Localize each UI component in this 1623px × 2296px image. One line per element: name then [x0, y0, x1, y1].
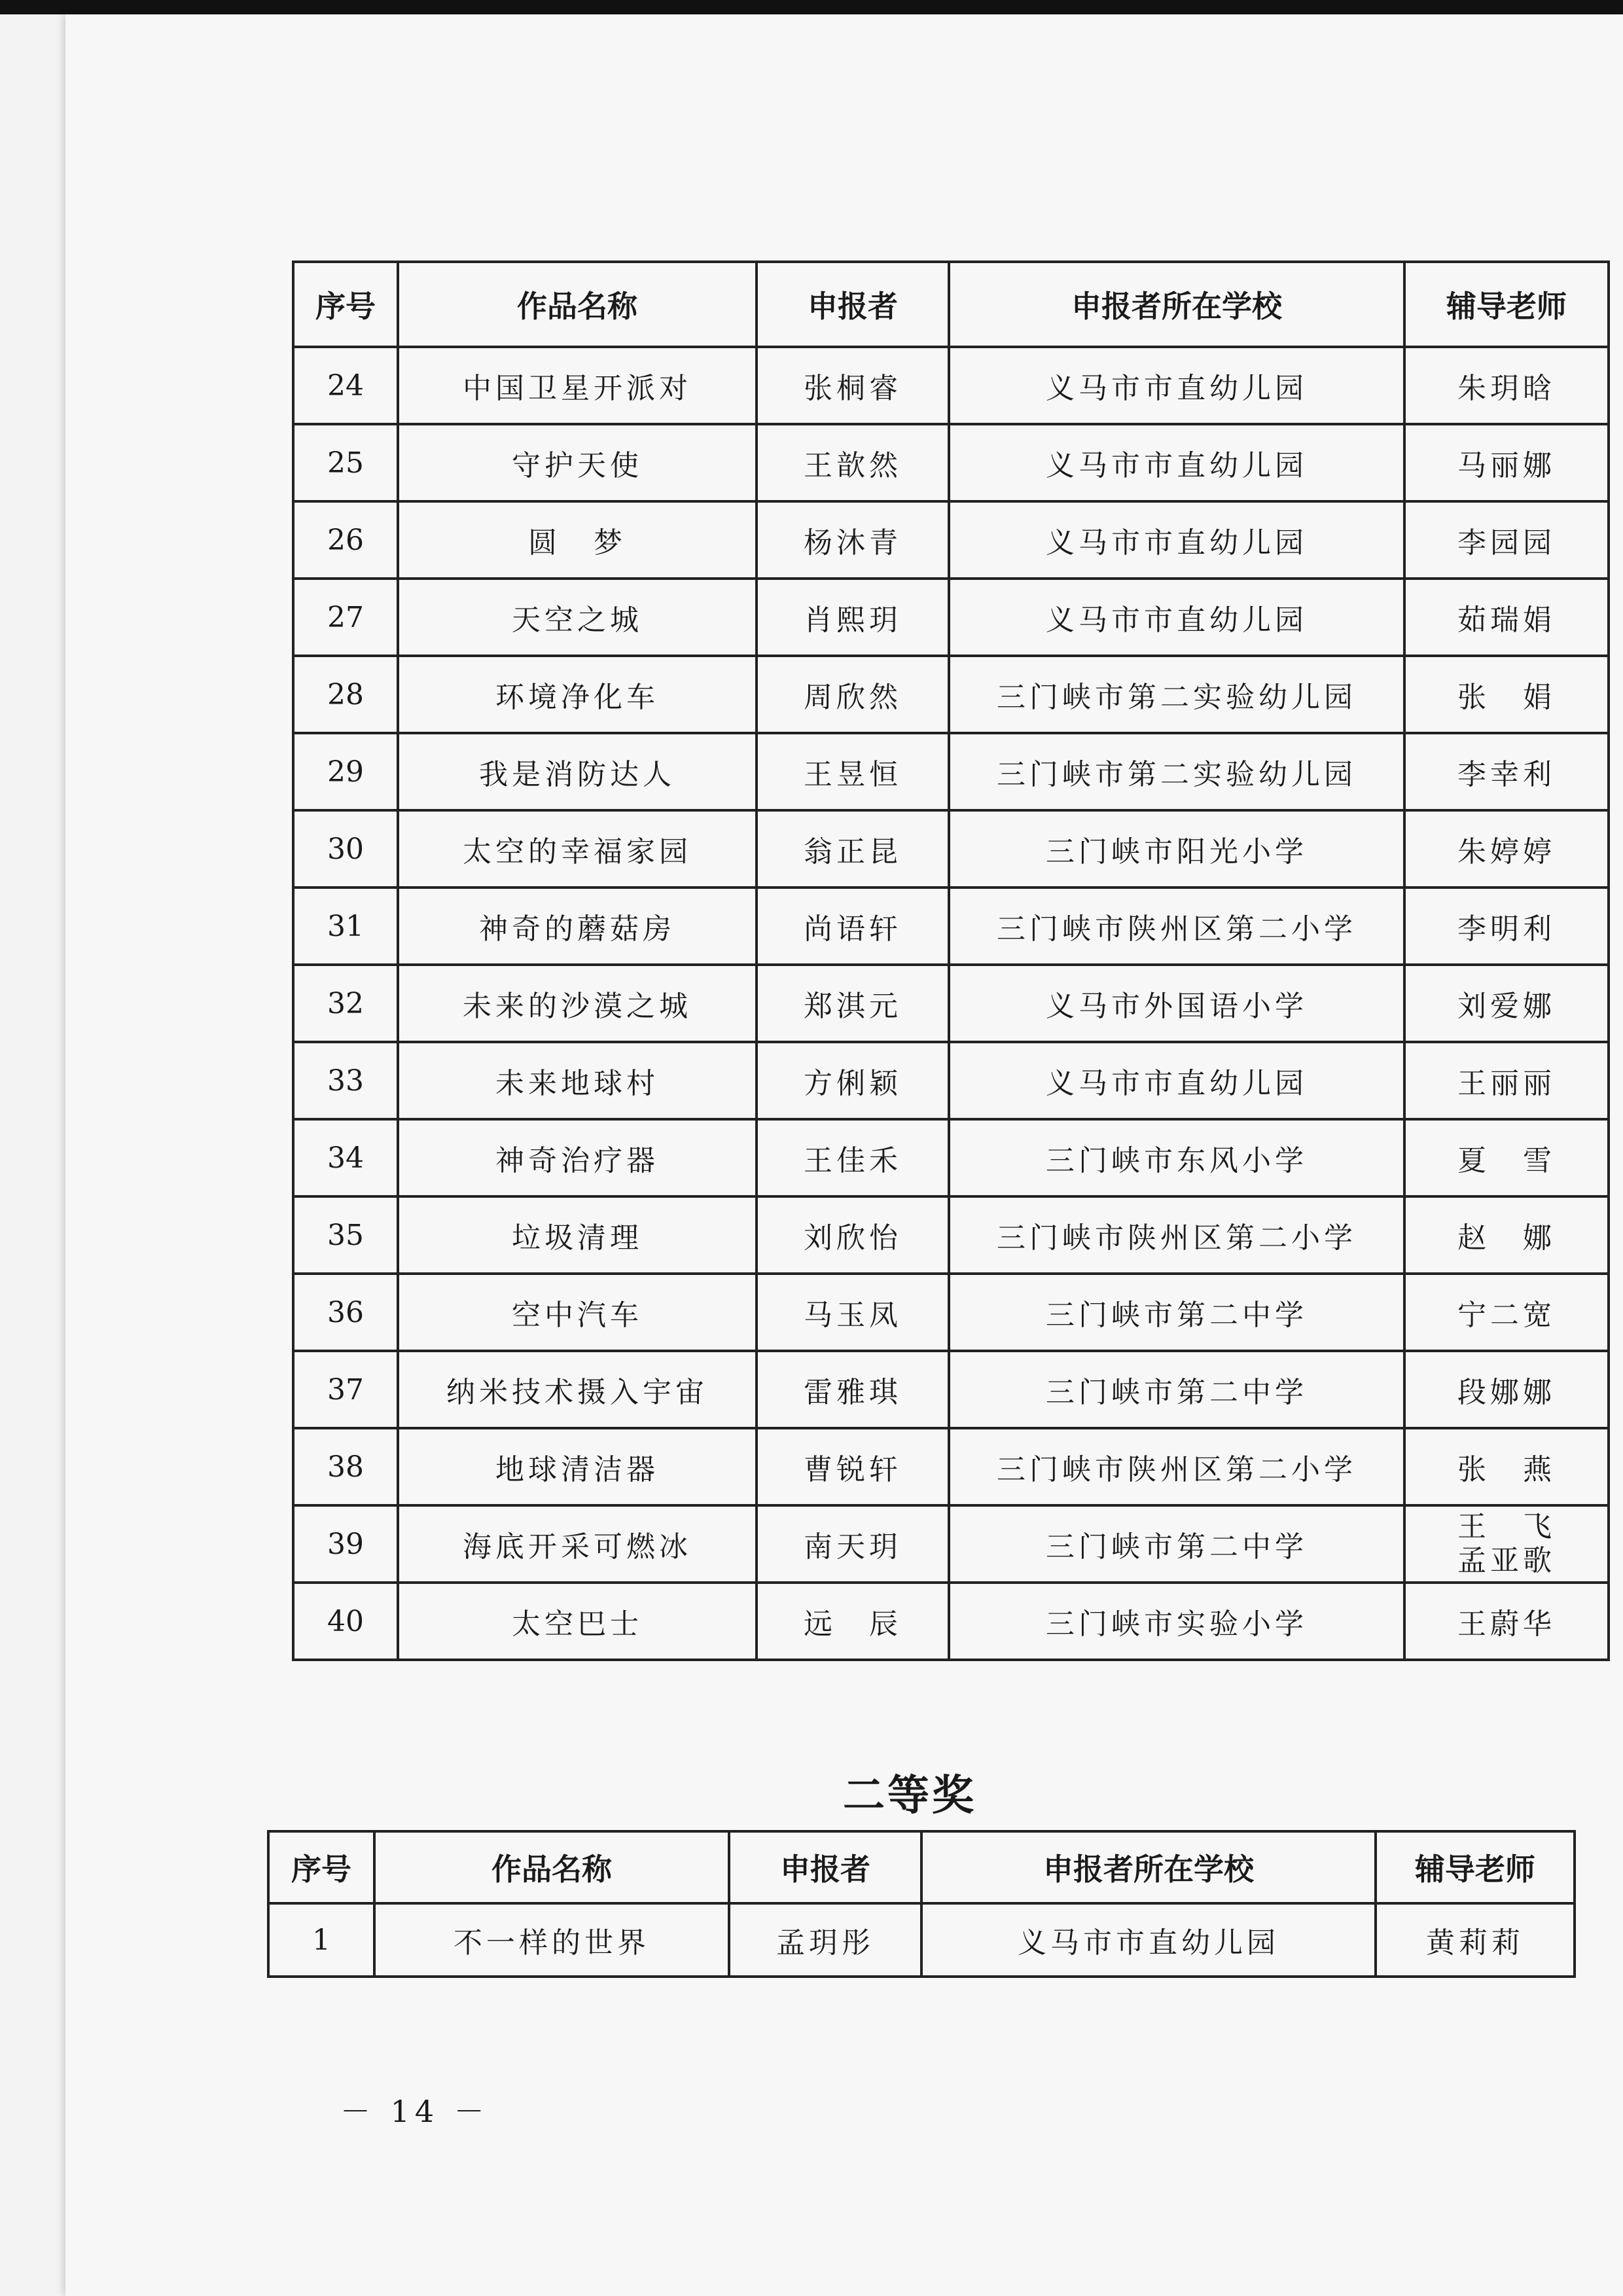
- cell-applicant: 杨沐青: [757, 501, 949, 579]
- cell-school: 三门峡市第二实验幼儿园: [949, 733, 1404, 810]
- table-row: [293, 1583, 1609, 1660]
- page-number: － 14 －: [340, 2094, 490, 2129]
- cell-index: 40: [293, 1583, 398, 1660]
- table-row: [268, 1903, 1575, 1977]
- cell-teacher: 段娜娜: [1404, 1351, 1609, 1428]
- header-index: 序号: [293, 262, 398, 347]
- cell-teacher: 朱玥晗: [1404, 347, 1609, 424]
- header-school: 申报者所在学校: [921, 1831, 1376, 1903]
- cell-applicant: 南天玥: [757, 1505, 949, 1583]
- cell-applicant: 张桐睿: [757, 347, 949, 424]
- cell-work: 不一样的世界: [374, 1903, 729, 1977]
- table-header-row: [268, 1831, 1575, 1903]
- cell-school: 三门峡市东风小学: [949, 1119, 1404, 1196]
- cell-work: 太空的幸福家园: [398, 810, 757, 888]
- table-header-row: [293, 262, 1609, 347]
- cell-school: 义马市市直幼儿园: [949, 347, 1404, 424]
- table-row: [293, 965, 1609, 1042]
- cell-applicant: 刘欣怡: [757, 1196, 949, 1274]
- cell-school: 三门峡市第二实验幼儿园: [949, 656, 1404, 733]
- cell-index: 27: [293, 579, 398, 656]
- cell-applicant: 王歆然: [757, 424, 949, 501]
- header-work: 作品名称: [398, 262, 757, 347]
- header-index: 序号: [268, 1831, 374, 1903]
- cell-teacher: 李园园: [1404, 501, 1609, 579]
- table-row: [293, 888, 1609, 965]
- cell-teacher: 宁二宽: [1404, 1274, 1609, 1351]
- cell-teacher: 李明利: [1404, 888, 1609, 965]
- cell-school: 三门峡市陕州区第二小学: [949, 1428, 1404, 1505]
- table-row: [293, 656, 1609, 733]
- table-row: [293, 501, 1609, 579]
- table-row: [293, 1351, 1609, 1428]
- cell-work: 地球清洁器: [398, 1428, 757, 1505]
- cell-teacher: [1404, 1505, 1609, 1583]
- cell-work: 海底开采可燃冰: [398, 1505, 757, 1583]
- cell-applicant: 尚语轩: [757, 888, 949, 965]
- cell-school: 义马市市直幼儿园: [949, 1042, 1404, 1119]
- cell-applicant: 远 辰: [757, 1583, 949, 1660]
- teacher-name: 王 飞: [1457, 1510, 1556, 1543]
- cell-work: 神奇的蘑菇房: [398, 888, 757, 965]
- cell-school: 义马市市直幼儿园: [949, 424, 1404, 501]
- cell-school: 义马市市直幼儿园: [921, 1903, 1376, 1977]
- cell-school: 三门峡市第二中学: [949, 1505, 1404, 1583]
- cell-index: 26: [293, 501, 398, 579]
- table-row: [293, 1428, 1609, 1505]
- cell-school: 三门峡市实验小学: [949, 1583, 1404, 1660]
- first-prize-table-continued: [292, 260, 1610, 1661]
- cell-school: 三门峡市第二中学: [949, 1274, 1404, 1351]
- header-teacher: 辅导老师: [1404, 262, 1609, 347]
- cell-school: 义马市外国语小学: [949, 965, 1404, 1042]
- cell-work: 纳米技术摄入宇宙: [398, 1351, 757, 1428]
- cell-work: 神奇治疗器: [398, 1119, 757, 1196]
- table-row: [293, 424, 1609, 501]
- cell-teacher: 张 娟: [1404, 656, 1609, 733]
- cell-teacher: 黄莉莉: [1376, 1903, 1575, 1977]
- table-row: [293, 733, 1609, 810]
- table-row: [293, 579, 1609, 656]
- scan-top-edge: [0, 0, 1623, 14]
- cell-work: 垃圾清理: [398, 1196, 757, 1274]
- cell-index: 28: [293, 656, 398, 733]
- cell-work: 中国卫星开派对: [398, 347, 757, 424]
- cell-school: 义马市市直幼儿园: [949, 501, 1404, 579]
- cell-work: 未来的沙漠之城: [398, 965, 757, 1042]
- table-row: [293, 1505, 1609, 1583]
- header-school: 申报者所在学校: [949, 262, 1404, 347]
- cell-teacher: 马丽娜: [1404, 424, 1609, 501]
- teacher-name: 孟亚歌: [1457, 1544, 1556, 1577]
- cell-index: 33: [293, 1042, 398, 1119]
- cell-work: 空中汽车: [398, 1274, 757, 1351]
- cell-index: 38: [293, 1428, 398, 1505]
- cell-teacher: 朱婷婷: [1404, 810, 1609, 888]
- cell-applicant: 孟玥彤: [729, 1903, 921, 1977]
- cell-index: 1: [268, 1903, 374, 1977]
- cell-teacher: 茹瑞娟: [1404, 579, 1609, 656]
- cell-index: 32: [293, 965, 398, 1042]
- table-row: [293, 1119, 1609, 1196]
- second-prize-heading: 二等奖: [843, 1772, 976, 1820]
- second-prize-table: [267, 1830, 1576, 1978]
- cell-index: 34: [293, 1119, 398, 1196]
- table-row: [293, 347, 1609, 424]
- cell-teacher: 赵 娜: [1404, 1196, 1609, 1274]
- cell-applicant: 翁正昆: [757, 810, 949, 888]
- cell-index: 24: [293, 347, 398, 424]
- cell-teacher: 王蔚华: [1404, 1583, 1609, 1660]
- cell-work: 我是消防达人: [398, 733, 757, 810]
- cell-work: 太空巴士: [398, 1583, 757, 1660]
- cell-index: 31: [293, 888, 398, 965]
- cell-applicant: 马玉凤: [757, 1274, 949, 1351]
- cell-applicant: 雷雅琪: [757, 1351, 949, 1428]
- header-applicant: 申报者: [729, 1831, 921, 1903]
- cell-teacher: 李幸利: [1404, 733, 1609, 810]
- table-row: [293, 1042, 1609, 1119]
- cell-work: 守护天使: [398, 424, 757, 501]
- cell-school: 义马市市直幼儿园: [949, 579, 1404, 656]
- cell-applicant: 曹锐轩: [757, 1428, 949, 1505]
- cell-applicant: 周欣然: [757, 656, 949, 733]
- cell-teacher: 张 燕: [1404, 1428, 1609, 1505]
- cell-index: 30: [293, 810, 398, 888]
- cell-school: 三门峡市陕州区第二小学: [949, 888, 1404, 965]
- cell-index: 36: [293, 1274, 398, 1351]
- table-row: [293, 1196, 1609, 1274]
- cell-work: 天空之城: [398, 579, 757, 656]
- cell-applicant: 王佳禾: [757, 1119, 949, 1196]
- cell-index: 35: [293, 1196, 398, 1274]
- cell-school: 三门峡市阳光小学: [949, 810, 1404, 888]
- cell-teacher: 刘爱娜: [1404, 965, 1609, 1042]
- cell-applicant: 方俐颖: [757, 1042, 949, 1119]
- header-work: 作品名称: [374, 1831, 729, 1903]
- cell-school: 三门峡市陕州区第二小学: [949, 1196, 1404, 1274]
- table-row: [293, 1274, 1609, 1351]
- cell-index: 37: [293, 1351, 398, 1428]
- cell-applicant: 郑淇元: [757, 965, 949, 1042]
- cell-index: 25: [293, 424, 398, 501]
- table-row: [293, 810, 1609, 888]
- cell-teacher: 王丽丽: [1404, 1042, 1609, 1119]
- header-teacher: 辅导老师: [1376, 1831, 1575, 1903]
- cell-teacher: 夏 雪: [1404, 1119, 1609, 1196]
- cell-applicant: 肖熙玥: [757, 579, 949, 656]
- cell-work: 未来地球村: [398, 1042, 757, 1119]
- cell-applicant: 王昱恒: [757, 733, 949, 810]
- cell-index: 39: [293, 1505, 398, 1583]
- cell-school: 三门峡市第二中学: [949, 1351, 1404, 1428]
- cell-index: 29: [293, 733, 398, 810]
- cell-work: 环境净化车: [398, 656, 757, 733]
- cell-work: 圆 梦: [398, 501, 757, 579]
- header-applicant: 申报者: [757, 262, 949, 347]
